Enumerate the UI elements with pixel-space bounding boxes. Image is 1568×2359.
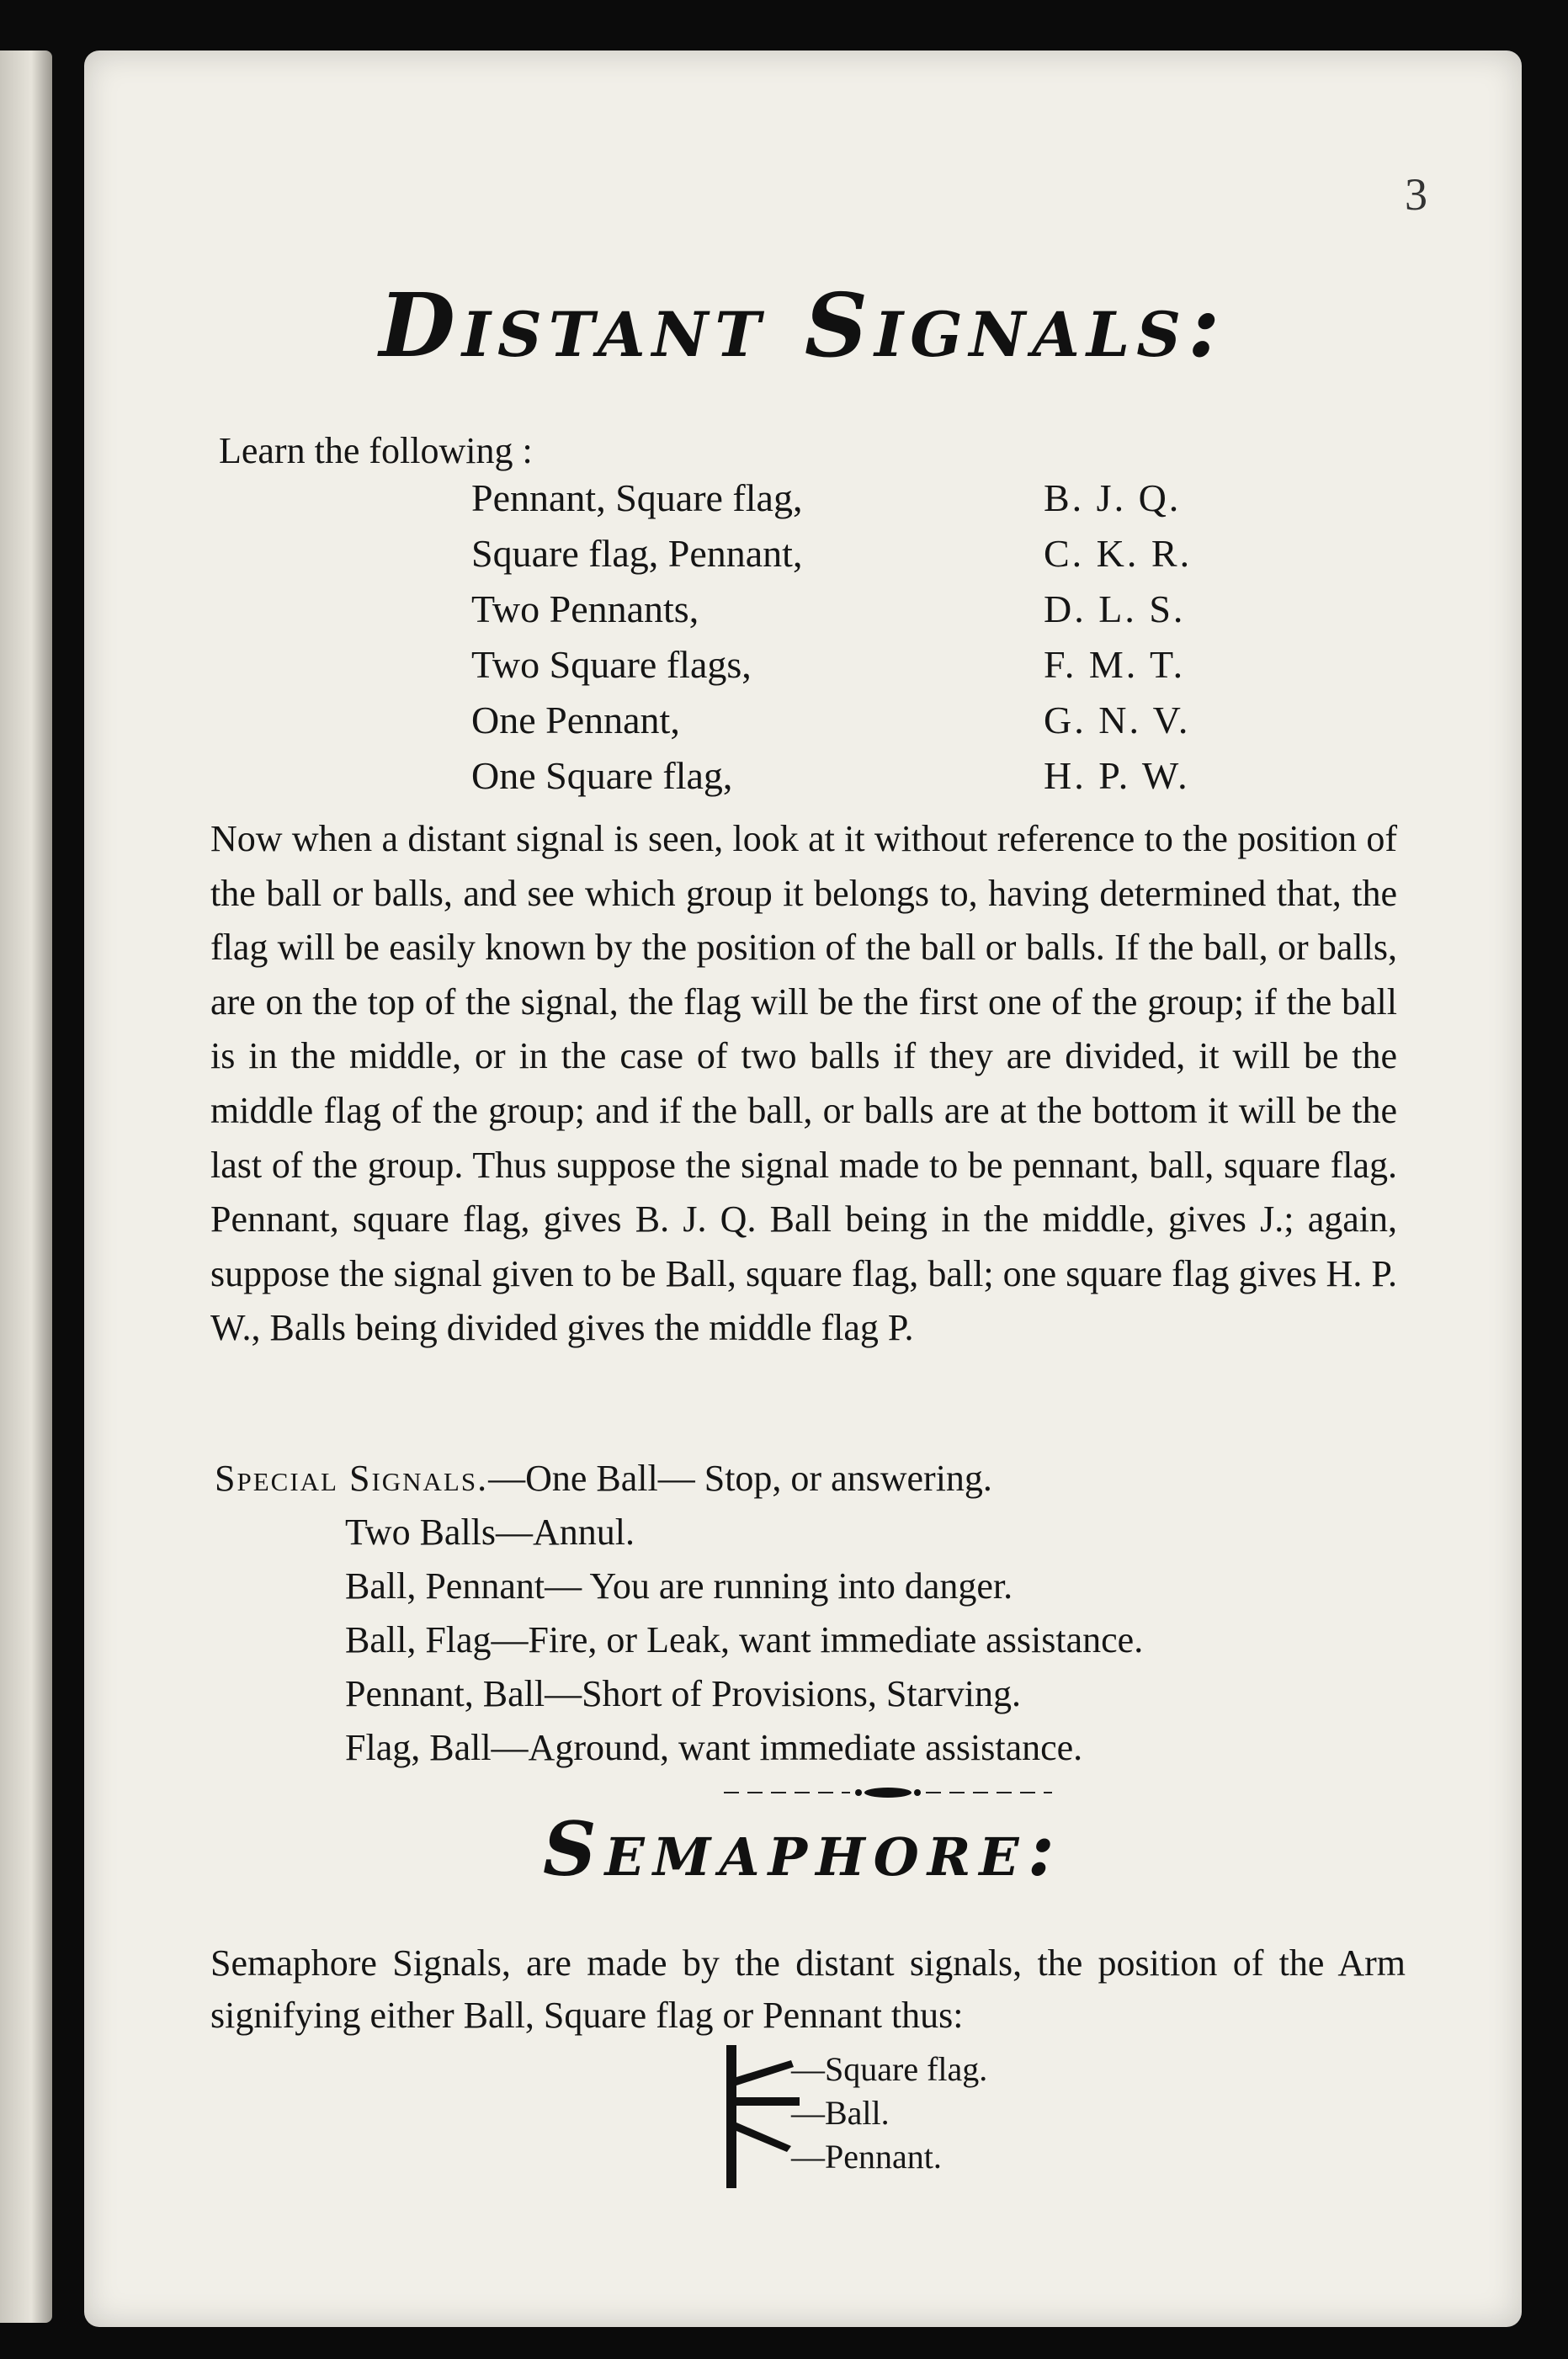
letter-group: D. L. S.	[1044, 587, 1186, 630]
flag-combination: One Square flag,	[471, 754, 733, 797]
ornamental-divider	[724, 1784, 1052, 1801]
book-page	[84, 50, 1522, 2327]
flag-combination: Two Square flags,	[471, 643, 752, 686]
letter-group: F. M. T.	[1044, 643, 1186, 686]
special-signals-first-line	[215, 1452, 1460, 1506]
letter-group: C. K. R.	[1044, 532, 1193, 575]
flag-combination: Square flag, Pennant,	[471, 532, 803, 575]
arm-label-square-flag: —Square flag.	[791, 2050, 988, 2088]
flag-combination: Pennant, Square flag,	[471, 476, 803, 519]
special-signal-item: Flag, Ball—Aground, want immediate assistance.	[345, 1727, 1083, 1768]
flag-combination: One Pennant,	[471, 699, 680, 741]
semaphore-title: Semaphore:	[542, 1805, 1064, 1893]
distant-signals-title: Distant Signals:	[379, 274, 1227, 377]
letter-group: H. P. W.	[1044, 754, 1190, 797]
semaphore-post	[726, 2045, 736, 2188]
arm-label-pennant: —Pennant.	[791, 2138, 942, 2176]
special-signal-item: Ball, Flag—Fire, or Leak, want immediate assistance.	[345, 1619, 1144, 1660]
previous-page-edge	[0, 50, 52, 2323]
semaphore-explanation: Semaphore Signals, are made by the distant signals, the position of the Arm signifying either Ball, Square flag or Pennant thus:	[210, 1942, 1406, 2036]
special-signal-item: Ball, Pennant— You are running into danger.	[345, 1565, 1013, 1607]
flag-combination: Two Pennants,	[471, 587, 699, 630]
arm-label-ball: —Ball.	[791, 2094, 890, 2132]
letter-group: G. N. V.	[1044, 699, 1191, 741]
special-signals-section	[215, 1452, 1460, 1775]
special-signal-item: Two Balls—Annul.	[345, 1512, 635, 1553]
letter-group: B. J. Q.	[1044, 476, 1182, 519]
special-signal-item: Pennant, Ball—Short of Provisions, Starving.	[345, 1673, 1021, 1714]
page-number: 3	[1405, 169, 1427, 220]
special-signals-label: Special Signals.	[215, 1458, 489, 1499]
semaphore-arm-labels	[791, 2048, 987, 2179]
square-flag-arm	[736, 2060, 794, 2085]
special-signal-one-ball: —One Ball— Stop, or answering.	[488, 1458, 992, 1499]
ball-arm	[736, 2097, 800, 2106]
pennant-arm	[736, 2123, 791, 2152]
intro-text: Learn the following :	[219, 430, 533, 471]
distant-signals-explanation: Now when a distant signal is seen, look at it without reference to the position of the ball or balls, and see which group it belongs to, having determined that, the flag will be easily known by the position of the ball or balls. If the ball, or balls, are on the top of the signal, the flag will be the first one of the group; if the ball is in the middle, or in the case of two balls if they are divided, it will be the middle flag of the group; and if the ball, or balls are at the bottom it will be the last of the group. Thus suppose the signal made to be pennant, ball, square flag. Pennant, square flag, gives B. J. Q. Ball being in the middle, gives J.; again, suppose the signal given to be Ball, square flag, ball; one square flag gives H. P. W., Balls being divided gives the middle flag P.	[210, 818, 1397, 1349]
